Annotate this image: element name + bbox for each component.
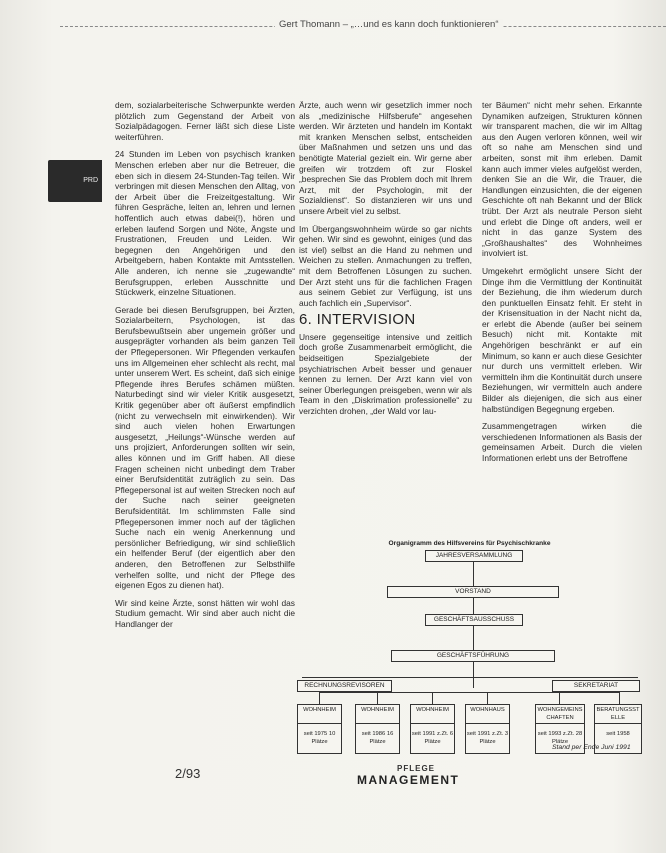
paragraph: Ärzte, auch wenn wir gesetzlich immer noch als „medizinische Hilfsberufe“ angesehen werden. Wir ärzteten und handeln im Kontakt mit kranken Menschen selbst, entscheiden über Maßnahmen und setzen uns und das benötigte Material gezielt ein. Wir gerne aber greifen wir trotzdem oft zur Floskel „besprechen Sie das Problem doch mit Ihrem Arzt, mit der Psychologin, mit der Sozialdienst“. So distanzieren wir uns und unsere Arbeit viel zu selbst. — [299, 100, 472, 216]
home-detail: seit 1975 10 Plätze — [303, 731, 336, 745]
org-connector — [377, 692, 378, 704]
org-box-committee: GESCHÄFTSAUSSCHUSS — [425, 614, 523, 626]
home-name: WOHNHEIM — [356, 705, 399, 724]
org-box-home-2 — [355, 704, 400, 754]
org-box-home-3 — [410, 704, 455, 754]
magazine-logo-top: PFLEGE — [397, 764, 436, 773]
running-header — [60, 16, 666, 36]
org-connector — [473, 662, 474, 688]
home-name: WOHNHEIM — [298, 705, 341, 724]
org-box-audit: RECHNUNGSREVISOREN — [297, 680, 392, 692]
org-connector — [619, 692, 620, 704]
org-box-home-4 — [465, 704, 510, 754]
home-name: BERATUNGSSTELLE — [595, 705, 641, 724]
org-connector — [319, 692, 320, 704]
paragraph: Unsere gegenseitige intensive und zeitlich doch große Zusammenarbeit ermöglicht, die beidseitigen Spezialgebiete der psychiatrischen Arbeit besser und genauer kennen zu lernen. Der Arzt kann viel von seiner Überlegungen preisgeben, wenn wir als Team in den „Diskrimation professionelle“ zu verzichten drohen, „der Wald vor lau- — [299, 331, 472, 417]
org-box-management: GESCHÄFTSFÜHRUNG — [391, 650, 555, 662]
paragraph: dem, sozialarbeiterische Schwerpunkte werden plötzlich zum Gegenstand der Arbeit von Sozialpädagogen. Ferner läßt sich diese Liste weiterführen. — [115, 100, 295, 142]
text-column-3 — [482, 100, 642, 471]
org-connector — [302, 677, 638, 678]
home-detail: seit 1991 z.Zt. 3 Plätze — [466, 731, 509, 745]
org-chart — [297, 540, 642, 755]
paragraph: Zusammengetragen wirken die verschiedenen Informationen als Basis der gemeinsamen Arbeit. Durch die vielen Informationen erlebt uns der Betroffene — [482, 421, 642, 463]
org-connector — [432, 692, 433, 704]
paragraph: 24 Stunden im Leben von psychisch kranken Menschen erleben aber nur die Betreuer, die eben sich in diesem 24-Stunden-Tag teilen. Wir verbringen mit diesen Menschen den Alltag, von der Arbeit über die Freizeitgestaltung. Wir führen Gespräche, leiten an, lehren und lernen hoffentlich auch etwas dabei(!), hören und erleben laufend Sorgen und Nöte, Ängste und Frustrationen, Freuden und Leiden. Wir begegnen den Angehörigen und den Arbeitgebern, haben Kontakte mit Amtsstellen. Alle anderen, ich nenne sie „zugewandte“ Berufsgruppen, erleben Ausschnitte und Stückwerk, einzelne Situationen. — [115, 149, 295, 298]
page-number: 2/93 — [175, 766, 201, 781]
org-box-secretariat: SEKRETARIAT — [552, 680, 640, 692]
org-chart-date-note: Stand per Ende Juni 1991 — [552, 744, 631, 751]
org-box-board: VORSTAND — [387, 586, 559, 598]
home-detail: seit 1993 z.Zt. 28 Plätze — [537, 731, 583, 745]
paragraph: Gerade bei diesen Berufsgruppen, bei Ärzten, Sozialarbeitern, Psychologen, ist das Berufsbewußtsein aber ungemein größer und ausgeprägter vorhanden als beim ganzen Teil der Pflegepersonen. Wir Pflegenden verkaufen uns im Allgemeinen eher schlecht als recht, mal unter unserem Wert. Es scheint, daß sich einige Pflegende ihres Berufes schämen müßten. Naturbedingt sind wir vieler Kritik ausgesetzt, Kritik gegenüber aber oft äußerst empfindlich (nicht zu verwechseln mit einwirkenden). Wir sind auch vielen hohen Erwartungen ausgesetzt, „Heilungs“-Wünsche werden auf uns projiziert, Anforderungen sollten wir sein, alles können und im Griff haben. All diese Fragen scheinen nicht unbedingt dem Traber einer Berufsidentität zuträglich zu sein. Das Pflegepersonal ist auf weiten Strecken noch auf der Suche nach seiner geeigneten Berufsidentität. Im schlimmsten Falle sind Pflegepersonen immer noch auf der täglichen Suche nach ein wenig Anerkennung und persönlicher Befriedigung, wir sind schließlich ein helfender Beruf (der eigentlich aber den anderen, den Betroffenen zur Selbsthilfe verhelfen sollte, und nicht der Pflege des eigenen Egos zu dienen hat). — [115, 304, 295, 591]
section-heading: 6. INTERVISION — [299, 311, 416, 329]
home-name: WOHNGEMEINSCHAFTEN — [536, 705, 584, 724]
paragraph: ter Bäumen“ nicht mehr sehen. Erkannte Dynamiken aufzeigen, Strukturen können wir transparent machen, die wir im Alltag aus den Augen verloren können, weil wir oft so nahe am Menschen sind und arbeiten, sonst mit ihm erleben. Damit kann auch immer vieles aufgelöst werden, denken Sie an die Wir, die Trauer, die Handlungen einzusichten, die der eigenen Geschichte oft nah Bekannt und der Blick trübt. Der Arzt als neutrale Person sieht und erlebt die Dinge oft anders, weil er nicht in das ganze System des „Großhaushaltes“ des Wohnheimes involviert ist. — [482, 100, 642, 259]
paragraph: Im Übergangswohnheim würde so gar nichts gehen. Wir sind es gewohnt, einiges (und das ist viel) selbst an die Hand zu nehmen und Weichen zu stellen. Anmachungen zu treffen, mit dem Betroffenen Lösungen zu suchen. Der Arzt steht uns für die fachlichen Fragen aus seinem Gebiet zur Verfügung, ist uns auch fachlich ein „Supervisor“. — [299, 223, 472, 308]
org-connector — [319, 692, 619, 693]
paragraph: Umgekehrt ermöglicht unsere Sicht der Dinge ihm die Vermittlung der Kontinuität der Beziehung, die ihm wiederum durch den punktuellen Einsatz fehlt. Er steht in der Krisensituation in der Nacht nicht da, er erlebt die Abende (außer bei seinem Besuch) nicht mit. Kontakte mit Angehörigen beschränkt er auf ein Minimum, so kann er auch diese Gesichter nur durch uns vermittelt erleben. Wir vermitteln ihm die Kontinuität durch unsere Beziehungen, wir vermitteln auch andere Bilder als diejenigen, die sich aus einer halbstündigen Begegnung ergeben. — [482, 265, 642, 414]
org-connector — [487, 692, 488, 704]
text-column-2 — [299, 100, 472, 424]
org-chart-title: Organigramm des Hilfsvereins für Psychischkranke — [388, 540, 551, 547]
org-connector — [473, 626, 474, 650]
org-box-assembly: JAHRESVERSAMMLUNG — [425, 550, 523, 562]
home-detail: seit 1958 — [606, 731, 630, 737]
section-tab: PRD — [48, 160, 102, 202]
paragraph: Wir sind keine Ärzte, sonst hätten wir wohl das Studium gemacht. Wir sind aber auch nicht die Handlanger der — [115, 597, 295, 629]
home-detail: seit 1991 z.Zt. 6 Plätze — [411, 731, 454, 745]
text-column-1 — [115, 100, 295, 637]
running-title: Gert Thomann – „…und es kann doch funktionieren“ — [275, 19, 503, 30]
home-name: WOHNHAUS — [466, 705, 509, 724]
org-connector — [473, 562, 474, 586]
org-connector — [559, 692, 560, 704]
home-detail: seit 1986 16 Plätze — [361, 731, 394, 745]
magazine-logo-bottom: MANAGEMENT — [357, 773, 460, 787]
org-connector — [473, 598, 474, 614]
org-box-home-1 — [297, 704, 342, 754]
home-name: WOHNHEIM — [411, 705, 454, 724]
